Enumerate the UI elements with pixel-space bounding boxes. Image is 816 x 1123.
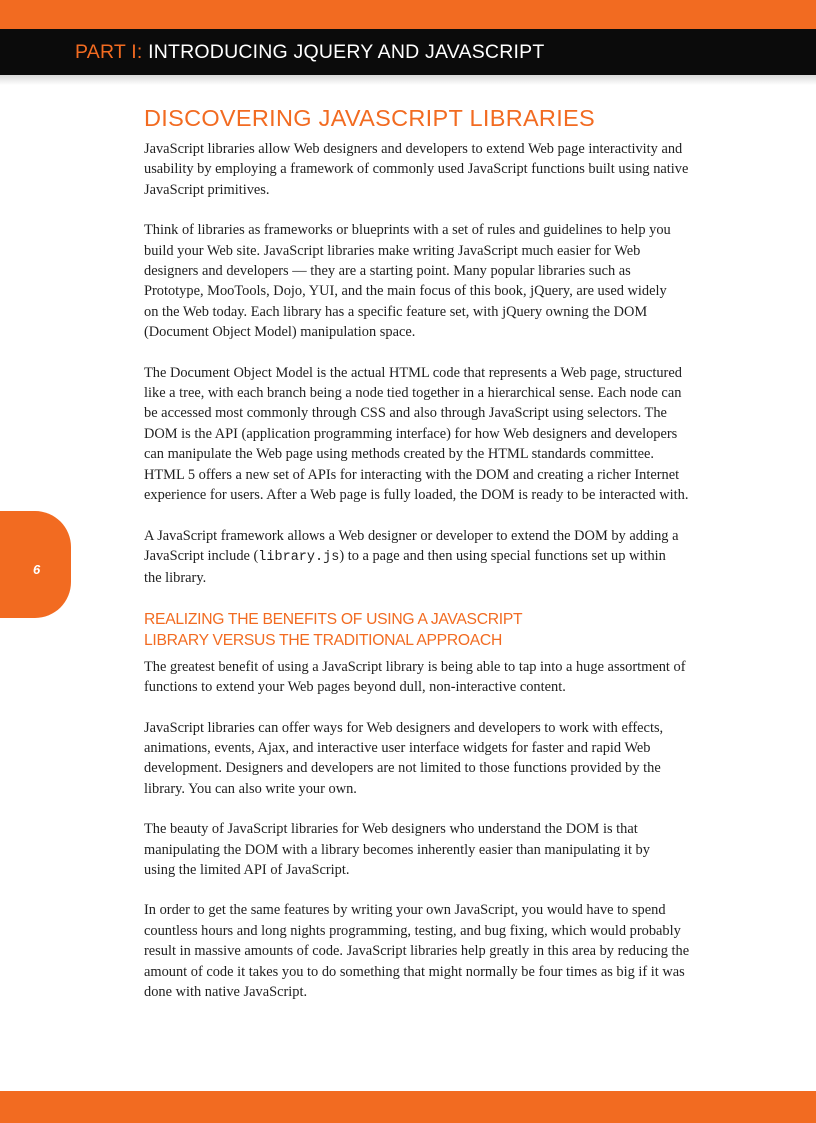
- text-line: experience for users. After a Web page is fully loaded, the DOM is ready to be interacted with.: [144, 487, 689, 504]
- text-line: on the Web today. Each library has a specific feature set, with jQuery owning the DOM: [144, 303, 648, 320]
- text-line: In order to get the same features by writing your own JavaScript, you would have to spend: [144, 902, 666, 919]
- text-line: result in massive amounts of code. JavaScript libraries help greatly in this area by reducing the: [144, 943, 690, 960]
- text-fragment: ) to a page and then using special functions set up within: [339, 547, 666, 564]
- text-line: amount of code it takes you to do something that might normally be four times as big if it was: [144, 963, 685, 980]
- text-line: HTML 5 offers a new set of APIs for interacting with the DOM and creating a richer Internet: [144, 466, 680, 483]
- text-fragment: JavaScript include (: [144, 547, 259, 564]
- text-line: The Document Object Model is the actual HTML code that represents a Web page, structured: [144, 364, 682, 381]
- text-line: countless hours and long nights programming, testing, and bug fixing, which would probably: [144, 922, 681, 939]
- text-line: be accessed most commonly through CSS and also through JavaScript using selectors. The: [144, 405, 667, 422]
- text-line: development. Designers and developers are not limited to those functions provided by the: [144, 760, 661, 777]
- text-line: like a tree, with each branch being a node tied together in a hierarchical sense. Each node can: [144, 385, 682, 402]
- bottom-accent-stripe: [0, 1091, 816, 1123]
- subsection-title-line: REALIZING THE BENEFITS OF USING A JAVASCRIPT: [144, 610, 523, 628]
- text-line: JavaScript libraries can offer ways for Web designers and developers to work with effects,: [144, 719, 664, 736]
- body-paragraph: [144, 139, 720, 200]
- body-paragraph: [144, 220, 720, 342]
- body-paragraph: [144, 900, 720, 1002]
- body-paragraph: [144, 526, 720, 589]
- text-line: can manipulate the Web page using methods created by the HTML standards committee.: [144, 446, 654, 463]
- subsection-title-line: LIBRARY VERSUS THE TRADITIONAL APPROACH: [144, 631, 503, 649]
- text-line: JavaScript libraries allow Web designers and developers to extend Web page interactivity and: [144, 141, 683, 157]
- text-line: using the limited API of JavaScript.: [144, 861, 350, 878]
- header-shadow: [0, 75, 816, 85]
- part-label: PART I:: [75, 41, 143, 63]
- body-paragraph: [144, 363, 720, 506]
- text-line: library. You can also write your own.: [144, 780, 357, 797]
- text-line: the library.: [144, 570, 207, 587]
- text-line: animations, events, Ajax, and interactive user interface widgets for faster and rapid Web: [144, 739, 651, 756]
- part-title: INTRODUCING JQUERY AND JAVASCRIPT: [148, 41, 545, 63]
- page-number: 6: [33, 562, 41, 577]
- body-paragraph: [144, 718, 720, 800]
- text-line: usability by employing a framework of commonly used JavaScript functions built using native: [144, 161, 689, 178]
- text-line: A JavaScript framework allows a Web designer or developer to extend the DOM by adding a: [144, 527, 679, 544]
- text-line: designers and developers — they are a starting point. Many popular libraries such as: [144, 263, 631, 280]
- page-body: [144, 103, 720, 1022]
- text-line: The beauty of JavaScript libraries for Web designers who understand the DOM is that: [144, 821, 638, 838]
- text-line: Prototype, MooTools, Dojo, YUI, and the main focus of this book, jQuery, are used widely: [144, 283, 667, 300]
- text-line: (Document Object Model) manipulation space.: [144, 324, 416, 341]
- text-line: done with native JavaScript.: [144, 984, 308, 1000]
- inline-code: library.js: [258, 549, 340, 565]
- section-title: DISCOVERING JAVASCRIPT LIBRARIES: [144, 105, 595, 131]
- text-line: manipulating the DOM with a library becomes inherently easier than manipulating it by: [144, 841, 650, 858]
- running-header: [75, 41, 544, 64]
- text-line: DOM is the API (application programming interface) for how Web designers and developers: [144, 425, 678, 442]
- subsection-title: [144, 609, 708, 651]
- text-line: build your Web site. JavaScript libraries make writing JavaScript much easier for Web: [144, 242, 641, 259]
- body-paragraph: [144, 819, 720, 880]
- text-line: functions to extend your Web pages beyond dull, non-interactive content.: [144, 679, 566, 696]
- top-accent-stripe: [0, 0, 816, 29]
- text-line: JavaScript primitives.: [144, 181, 270, 198]
- text-line: The greatest benefit of using a JavaScript library is being able to tap into a huge assortment of: [144, 658, 686, 675]
- body-paragraph: [144, 657, 720, 698]
- text-line: Think of libraries as frameworks or blueprints with a set of rules and guidelines to help you: [144, 222, 671, 239]
